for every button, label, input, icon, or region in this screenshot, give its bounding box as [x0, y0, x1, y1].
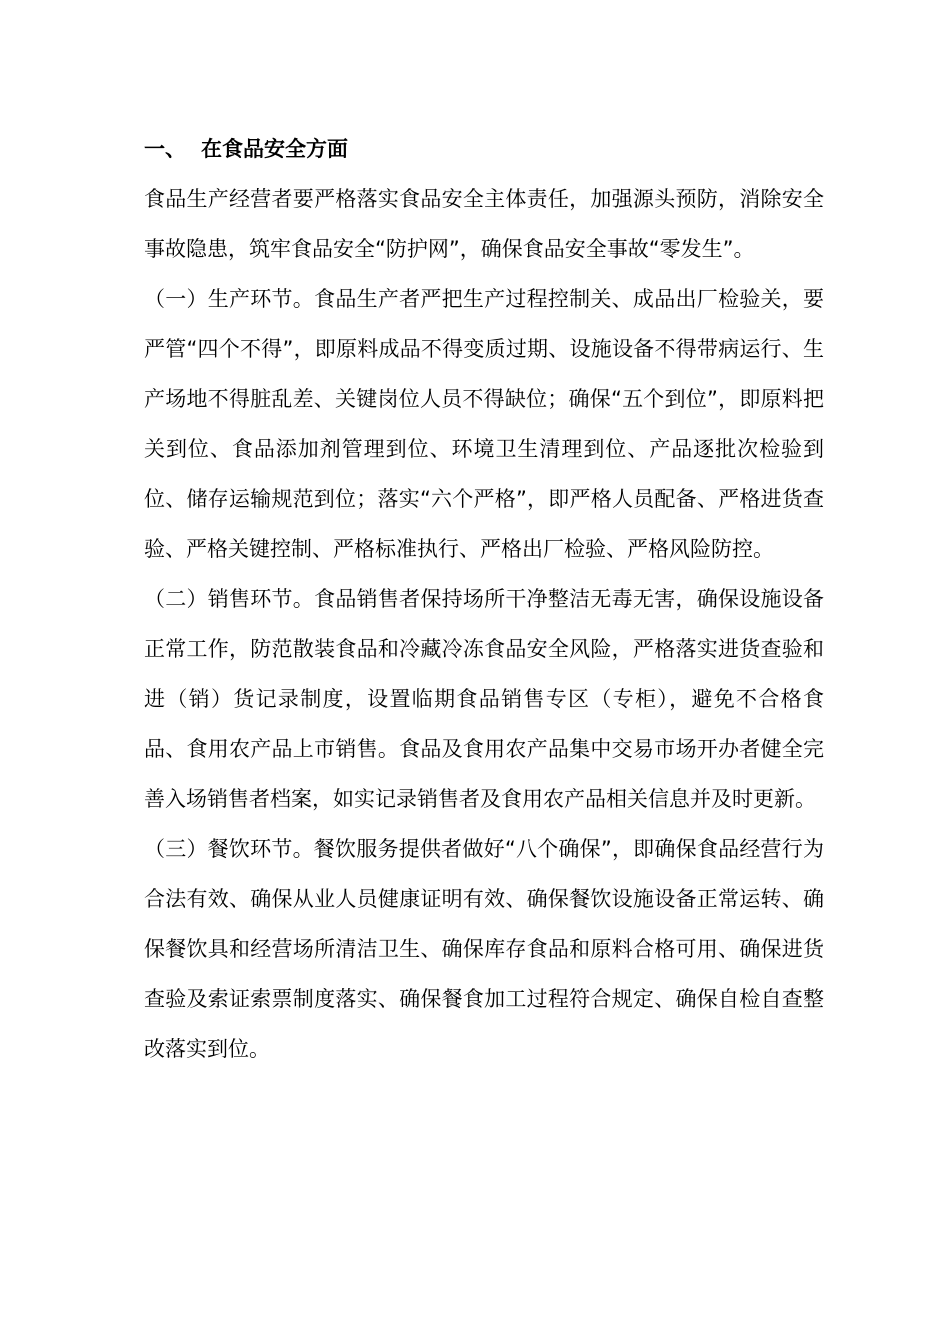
catering-paragraph: （三）餐饮环节。餐饮服务提供者做好“八个确保”，即确保食品经营行为合法有效、确保从业人员健康证明有效、确保餐饮设施设备正常运转、确保餐饮具和经营场所清洁卫生、确保库存食品和原料合格可用、确保进货查验及索证索票制度落实、确保餐食加工过程符合规定、确保自检自查整改落实到位。 — [144, 837, 824, 1061]
production-paragraph: （一）生产环节。食品生产者严把生产过程控制关、成品出厂检验关，要严管“四个不得”，即原料成品不得变质过期、设施设备不得带病运行、生产场地不得脏乱差、关键岗位人员不得缺位；确保“五个到位”，即原料把关到位、食品添加剂管理到位、环境卫生清理到位、产品逐批次检验到位、储存运输规范到位；落实“六个严格”，即严格人员配备、严格进货查验、严格关键控制、严格标准执行、严格出厂检验、严格风险防控。 — [144, 287, 824, 561]
section-number: 一、 — [144, 137, 186, 161]
intro-paragraph: 食品生产经营者要严格落实食品安全主体责任，加强源头预防，消除安全事故隐患，筑牢食品安全“防护网”，确保食品安全事故“零发生”。 — [144, 187, 824, 261]
section-title: 在食品安全方面 — [201, 137, 348, 161]
sales-paragraph: （二）销售环节。食品销售者保持场所干净整洁无毒无害，确保设施设备正常工作，防范散装食品和冷藏冷冻食品安全风险，严格落实进货查验和进（销）货记录制度，设置临期食品销售专区（专柜），避免不合格食品、食用农产品上市销售。食品及食用农产品集中交易市场开办者健全完善入场销售者档案，如实记录销售者及食用农产品相关信息并及时更新。 — [144, 587, 824, 811]
document-body — [144, 124, 824, 1074]
section-heading — [144, 124, 824, 174]
